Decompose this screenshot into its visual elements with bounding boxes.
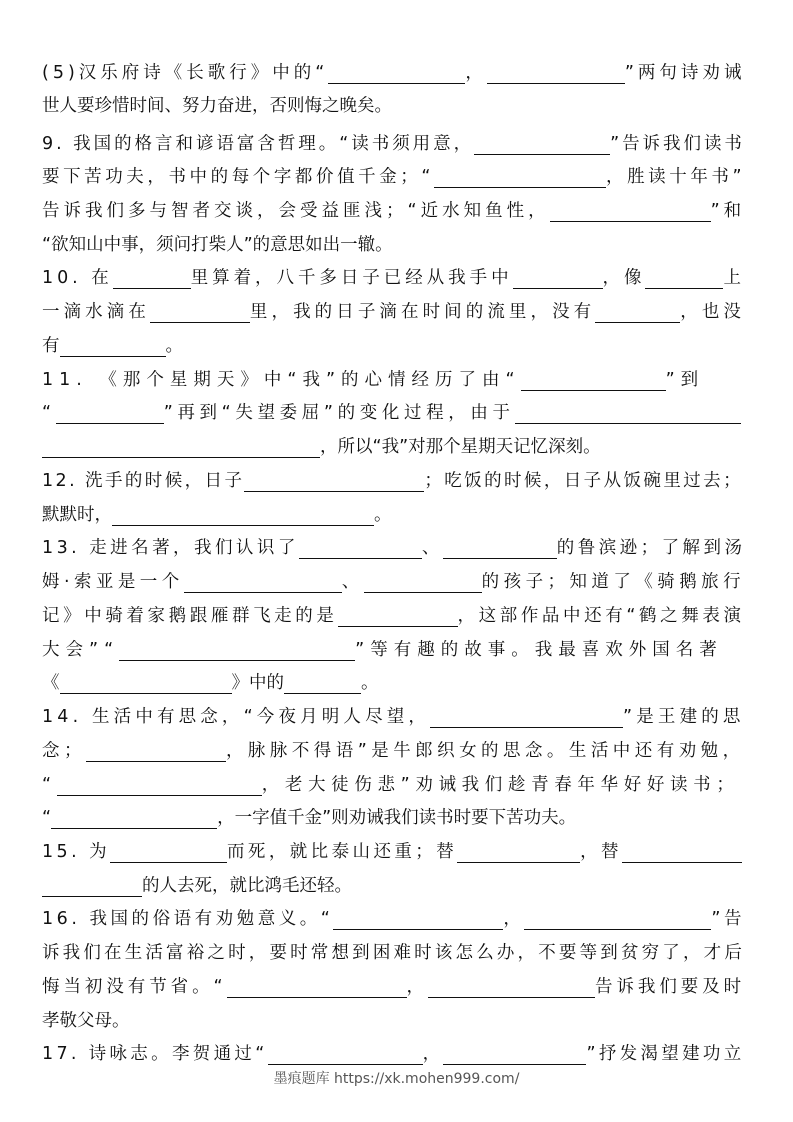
text-segment: 记》中骑着家鹅跟雁群飞走的是 (42, 606, 338, 626)
answer-blank[interactable] (645, 266, 723, 289)
text-line (42, 261, 745, 295)
answer-blank[interactable] (364, 570, 482, 593)
text-line (42, 1037, 745, 1071)
text-segment: 13. 走进名著，我们认识了 (42, 538, 299, 558)
answer-blank[interactable] (119, 638, 355, 661)
text-segment: 17. 诗咏志。李贺通过“ (42, 1044, 268, 1064)
text-segment: 要下苦功夫，书中的每个字都价值千金；“ (42, 167, 435, 187)
text-line (42, 835, 742, 869)
answer-blank[interactable] (434, 165, 606, 188)
answer-blank[interactable] (244, 469, 424, 492)
text-segment: 。 (361, 673, 379, 693)
text-segment: 默默时， (42, 505, 112, 525)
answer-blank[interactable] (57, 773, 262, 796)
answer-blank[interactable] (184, 570, 342, 593)
text-line (42, 329, 183, 363)
answer-blank[interactable] (513, 266, 603, 289)
text-segment: ；吃饭的时候，日子从饭碗里过去； (424, 471, 743, 491)
text-segment: ，脉脉不得语”是牛郎织女的思念。生活中还有劝勉， (225, 741, 745, 761)
text-segment: 。 (165, 336, 183, 356)
text-segment: ”两句诗劝诫 (624, 63, 746, 83)
answer-blank[interactable] (428, 975, 595, 998)
text-line (42, 498, 392, 532)
text-segment: “ (42, 808, 52, 828)
text-line (42, 633, 723, 667)
text-line (42, 363, 704, 397)
text-segment: 里算着，八千多日子已经从我手中 (190, 268, 513, 288)
text-line (42, 565, 745, 599)
text-segment: 9. 我国的格言和谚语富含哲理。“读书须用意， (42, 134, 475, 154)
text-segment: 14. 生活中有思念，“今夜月明人尽望， (42, 707, 431, 727)
text-segment: 的人去死，就比鸿毛还轻。 (142, 876, 352, 896)
text-line (42, 666, 379, 700)
answer-blank[interactable] (110, 840, 227, 863)
text-segment: 悔当初没有节省。“ (42, 977, 227, 997)
text-segment: 。 (374, 505, 392, 525)
text-segment: ，老大徒伤悲”劝诫我们趁青春年华好好读书； (261, 775, 740, 795)
text-segment: 一滴水滴在 (42, 302, 150, 322)
text-segment: ，所以“我”对那个星期天记忆深刻。 (320, 437, 601, 457)
answer-blank[interactable] (338, 604, 458, 627)
text-segment: ”抒发渴望建功立 (586, 1044, 745, 1064)
answer-blank[interactable] (268, 1042, 423, 1065)
text-segment: 诉我们在生活富裕之时，要时常想到困难时该怎么办，不要等到贫穷了，才后 (42, 943, 745, 963)
answer-blank[interactable] (60, 671, 232, 694)
answer-blank[interactable] (328, 61, 465, 84)
text-segment: (5)汉乐府诗《长歌行》中的“ (42, 63, 329, 83)
text-segment: 、 (421, 538, 443, 558)
text-line (42, 160, 745, 194)
text-line (42, 228, 393, 262)
text-line (42, 970, 745, 1004)
text-segment: 而死，就比泰山还重；替 (227, 842, 458, 862)
answer-blank[interactable] (333, 907, 503, 930)
text-segment: ，像 (602, 268, 646, 288)
text-line (42, 194, 745, 228)
answer-blank[interactable] (550, 199, 711, 222)
text-segment: ， (406, 977, 428, 997)
answer-blank[interactable] (430, 705, 623, 728)
text-line (42, 1004, 130, 1038)
text-line (42, 902, 745, 936)
answer-blank[interactable] (150, 300, 250, 323)
text-segment: “欲知山中事，须问打柴人”的意思如出一辙。 (42, 235, 393, 255)
text-segment: 10. 在 (42, 268, 113, 288)
text-line (42, 89, 392, 123)
text-segment: “ (42, 403, 56, 423)
text-segment: 孝敬父母。 (42, 1011, 130, 1031)
text-line (42, 599, 745, 633)
text-segment: 的鲁滨逊；了解到汤 (556, 538, 746, 558)
answer-blank[interactable] (524, 907, 711, 930)
answer-blank[interactable] (443, 1042, 586, 1065)
text-line (42, 531, 745, 565)
text-line (42, 734, 745, 768)
answer-blank[interactable] (299, 536, 422, 559)
text-segment: ， (465, 63, 487, 83)
answer-blank[interactable] (60, 334, 166, 357)
answer-blank[interactable] (443, 536, 557, 559)
text-line (42, 869, 352, 903)
text-segment: ， (422, 1044, 444, 1064)
text-line (42, 295, 745, 329)
answer-blank[interactable] (51, 806, 217, 829)
text-line (42, 801, 576, 835)
text-line (42, 127, 745, 161)
text-segment: 》中的 (231, 673, 284, 693)
text-segment: 姆·索亚是一个 (42, 572, 184, 592)
text-segment: 告诉我们要及时 (595, 977, 746, 997)
text-segment: ”是王建的思 (623, 707, 745, 727)
text-segment: 念； (42, 741, 86, 761)
text-segment: ”和 (710, 201, 746, 221)
answer-blank[interactable] (86, 739, 226, 762)
text-segment: ，胜读十年书” (606, 167, 746, 187)
text-segment: ， (503, 909, 525, 929)
text-segment: ”再到“失望委屈”的变化过程，由于 (163, 403, 515, 423)
text-segment: 大会”“ (42, 640, 120, 660)
answer-blank[interactable] (42, 435, 320, 458)
text-segment: 有 (42, 336, 60, 356)
text-line (42, 430, 601, 464)
answer-blank[interactable] (515, 401, 741, 424)
answer-blank[interactable] (56, 401, 164, 424)
answer-blank[interactable] (227, 975, 407, 998)
answer-blank[interactable] (284, 671, 361, 694)
text-segment: ，这部作品中还有“鹤之舞表演 (457, 606, 745, 626)
text-segment: 15. 为 (42, 842, 110, 862)
text-segment: 世人要珍惜时间、努力奋进，否则悔之晚矣。 (42, 96, 392, 116)
answer-blank[interactable] (595, 300, 680, 323)
text-segment: ”告诉我们读书 (610, 134, 745, 154)
answer-blank[interactable] (474, 132, 610, 155)
text-segment: 里，我的日子滴在时间的流里，没有 (249, 302, 596, 322)
text-line (42, 700, 745, 734)
text-segment: 、 (341, 572, 364, 592)
text-segment: ，也没 (680, 302, 746, 322)
text-segment: ，一字值千金”则劝诫我们读书时要下苦功夫。 (217, 808, 577, 828)
text-segment: 《 (42, 673, 60, 693)
page-footer: 墨痕题库 https://xk.mohen999.com/ (273, 1071, 520, 1087)
text-line (42, 396, 741, 430)
text-segment: ”告 (711, 909, 746, 929)
answer-blank[interactable] (487, 61, 625, 84)
text-segment: 的孩子；知道了《骑鹅旅行 (481, 572, 746, 592)
text-segment: 12. 洗手的时候，日子 (42, 471, 245, 491)
text-line (42, 56, 745, 90)
text-segment: 上 (723, 268, 745, 288)
text-segment: ”等有趣的故事。我最喜欢外国名著 (355, 640, 723, 660)
answer-blank[interactable] (622, 840, 742, 863)
text-segment: ”到 (665, 370, 705, 390)
text-line (42, 464, 743, 498)
answer-blank[interactable] (112, 503, 374, 526)
text-segment: 16. 我国的俗语有劝勉意义。“ (42, 909, 334, 929)
answer-blank[interactable] (113, 266, 191, 289)
text-line (42, 936, 745, 970)
answer-blank[interactable] (521, 368, 666, 391)
text-segment: 告诉我们多与智者交谈，会受益匪浅；“近水知鱼性， (42, 201, 550, 221)
text-segment: ，替 (580, 842, 622, 862)
answer-blank[interactable] (42, 874, 142, 897)
text-segment: 11. 《那个星期天》中“我”的心情经历了由“ (42, 370, 521, 390)
text-line (42, 768, 739, 802)
text-segment: “ (42, 775, 57, 795)
answer-blank[interactable] (457, 840, 580, 863)
